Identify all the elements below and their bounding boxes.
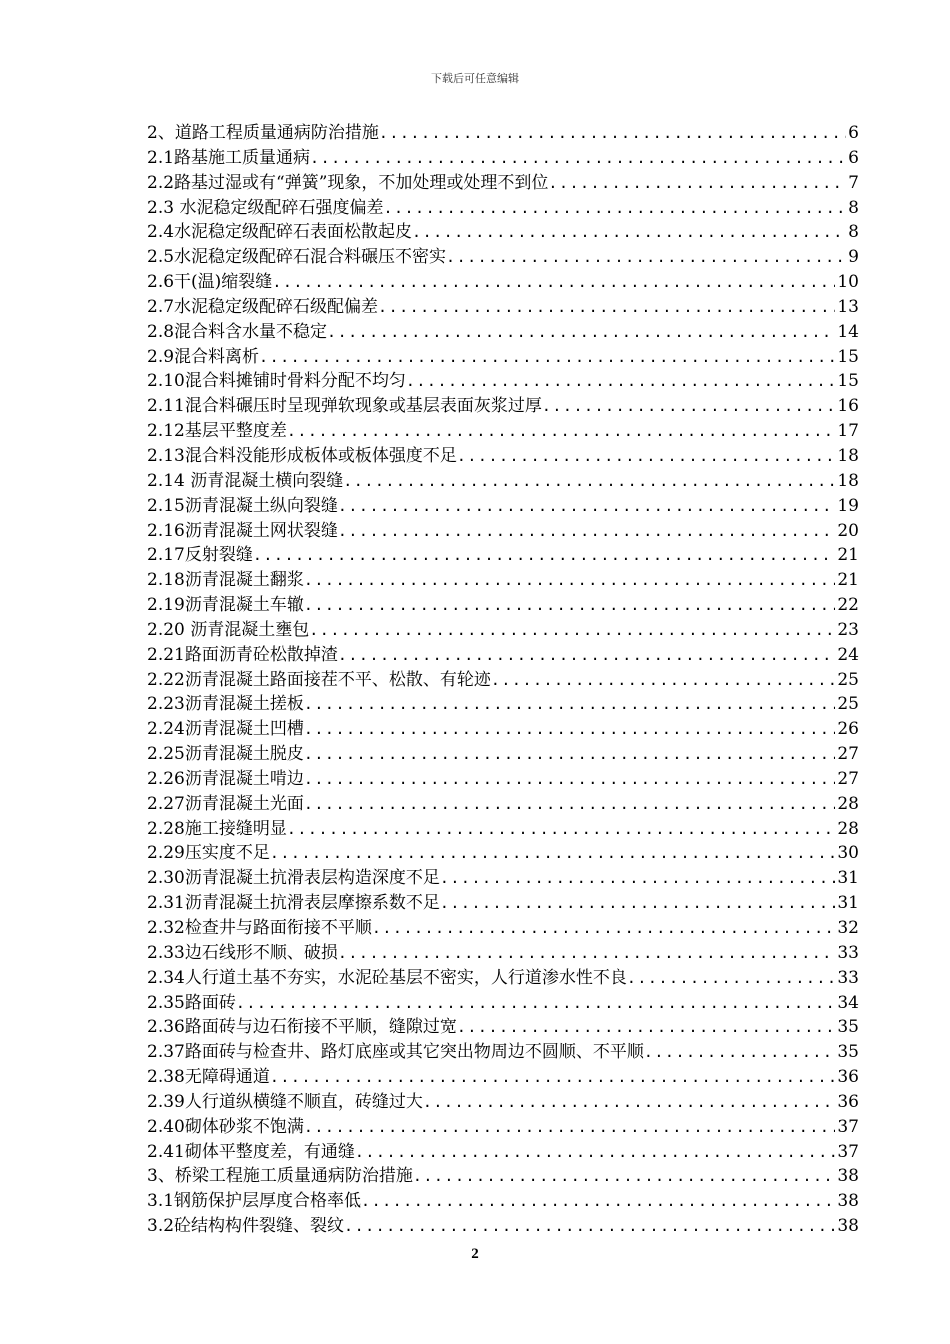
toc-entry-page-number: 10 bbox=[837, 272, 859, 293]
toc-entry-page-number: 15 bbox=[837, 346, 859, 367]
toc-entry-page-number: 38 bbox=[837, 1191, 859, 1212]
dot-leader bbox=[457, 444, 836, 469]
toc-entry[interactable] bbox=[147, 1214, 859, 1239]
toc-entry-title: 2.26沥青混凝土啃边 bbox=[147, 768, 304, 789]
toc-entry[interactable] bbox=[147, 171, 859, 196]
toc-entry[interactable] bbox=[147, 494, 859, 519]
toc-entry-page-number: 21 bbox=[837, 570, 859, 591]
toc-entry-title: 2.28施工接缝明显 bbox=[147, 818, 287, 839]
toc-entry-page-number: 25 bbox=[837, 694, 859, 715]
dot-leader bbox=[457, 1015, 836, 1040]
toc-entry[interactable] bbox=[147, 1090, 859, 1115]
toc-entry-page-number: 25 bbox=[837, 669, 859, 690]
toc-entry-page-number: 27 bbox=[837, 744, 859, 765]
toc-entry-title: 2.36路面砖与边石衔接不平顺，缝隙过宽 bbox=[147, 1017, 457, 1038]
toc-entry[interactable] bbox=[147, 121, 859, 146]
toc-entry-title: 2.39人行道纵横缝不顺直，砖缝过大 bbox=[147, 1091, 423, 1112]
toc-entry-title: 2.24沥青混凝土凹槽 bbox=[147, 719, 304, 740]
toc-entry[interactable] bbox=[147, 196, 859, 221]
toc-entry[interactable] bbox=[147, 369, 859, 394]
toc-entry-page-number: 27 bbox=[837, 768, 859, 789]
dot-leader bbox=[548, 171, 846, 196]
toc-entry[interactable] bbox=[147, 568, 859, 593]
toc-entry-page-number: 18 bbox=[837, 470, 859, 491]
dot-leader bbox=[272, 270, 835, 295]
toc-entry[interactable] bbox=[147, 841, 859, 866]
dot-leader bbox=[378, 295, 835, 320]
dot-leader bbox=[361, 1189, 835, 1214]
toc-entry-title: 2.5水泥稳定级配碎石混合料碾压不密实 bbox=[147, 247, 447, 268]
toc-entry[interactable] bbox=[147, 916, 859, 941]
toc-entry[interactable] bbox=[147, 1140, 859, 1165]
toc-entry-page-number: 28 bbox=[837, 793, 859, 814]
toc-entry[interactable] bbox=[147, 717, 859, 742]
toc-entry-page-number: 31 bbox=[837, 893, 859, 914]
toc-entry-page-number: 28 bbox=[837, 818, 859, 839]
toc-entry-page-number: 31 bbox=[837, 868, 859, 889]
toc-entry[interactable] bbox=[147, 668, 859, 693]
dot-leader bbox=[406, 369, 836, 394]
toc-entry-page-number: 6 bbox=[848, 147, 859, 168]
table-of-contents bbox=[147, 121, 859, 1239]
toc-entry[interactable] bbox=[147, 320, 859, 345]
toc-entry-title: 2.17反射裂缝 bbox=[147, 545, 253, 566]
dot-leader bbox=[372, 916, 836, 941]
toc-entry-page-number: 20 bbox=[837, 520, 859, 541]
toc-entry-title: 2.25沥青混凝土脱皮 bbox=[147, 744, 304, 765]
toc-entry-title: 2.29压实度不足 bbox=[147, 843, 270, 864]
toc-entry[interactable] bbox=[147, 1164, 859, 1189]
toc-entry[interactable] bbox=[147, 419, 859, 444]
toc-entry-page-number: 16 bbox=[837, 396, 859, 417]
dot-leader bbox=[304, 593, 836, 618]
dot-leader bbox=[355, 1140, 836, 1165]
toc-entry-title: 2.8混合料含水量不稳定 bbox=[147, 321, 328, 342]
dot-leader bbox=[343, 469, 835, 494]
toc-entry-page-number: 33 bbox=[837, 942, 859, 963]
dot-leader bbox=[287, 817, 836, 842]
dot-leader bbox=[491, 668, 836, 693]
toc-entry[interactable] bbox=[147, 1065, 859, 1090]
dot-leader bbox=[304, 792, 836, 817]
toc-entry-title: 2.13混合料没能形成板体或板体强度不足 bbox=[147, 445, 457, 466]
toc-entry-page-number: 9 bbox=[848, 247, 859, 268]
toc-entry-title: 2.1路基施工质量通病 bbox=[147, 147, 311, 168]
toc-entry-page-number: 24 bbox=[837, 644, 859, 665]
toc-entry[interactable] bbox=[147, 146, 859, 171]
toc-entry-page-number: 26 bbox=[837, 719, 859, 740]
toc-entry-title: 2.20 沥青混凝土壅包 bbox=[147, 619, 310, 640]
toc-entry-title: 2.37路面砖与检查井、路灯底座或其它突出物周边不圆顺、不平顺 bbox=[147, 1042, 644, 1063]
toc-entry-page-number: 34 bbox=[837, 992, 859, 1013]
dot-leader bbox=[327, 320, 835, 345]
toc-entry-page-number: 32 bbox=[837, 918, 859, 938]
toc-entry-title: 3、桥梁工程施工质量通病防治措施 bbox=[147, 1166, 413, 1187]
toc-entry-page-number: 18 bbox=[837, 445, 859, 466]
toc-entry[interactable] bbox=[147, 1189, 859, 1214]
dot-leader bbox=[446, 245, 846, 270]
toc-entry[interactable] bbox=[147, 692, 859, 717]
toc-entry-title: 2.33边石线形不顺、破损 bbox=[147, 942, 338, 963]
dot-leader bbox=[440, 866, 836, 891]
toc-entry[interactable] bbox=[147, 643, 859, 668]
toc-entry-page-number: 13 bbox=[837, 296, 859, 317]
dot-leader bbox=[310, 146, 846, 171]
toc-entry[interactable] bbox=[147, 345, 859, 370]
dot-leader bbox=[270, 1065, 836, 1090]
toc-entry[interactable] bbox=[147, 817, 859, 842]
toc-entry-title: 2.7水泥稳定级配碎石级配偏差 bbox=[147, 296, 379, 317]
toc-entry-title: 2.35路面砖 bbox=[147, 992, 236, 1013]
toc-entry[interactable] bbox=[147, 593, 859, 618]
toc-entry-title: 3.2砼结构构件裂缝、裂纹 bbox=[147, 1216, 345, 1237]
dot-leader bbox=[304, 1115, 836, 1140]
toc-entry[interactable] bbox=[147, 966, 859, 991]
toc-entry-page-number: 33 bbox=[837, 967, 859, 988]
toc-entry[interactable] bbox=[147, 519, 859, 544]
toc-entry-title: 2.16沥青混凝土网状裂缝 bbox=[147, 520, 338, 541]
toc-entry-page-number: 35 bbox=[837, 1017, 859, 1038]
toc-entry-title: 2.31沥青混凝土抗滑表层摩擦系数不足 bbox=[147, 893, 440, 914]
toc-entry[interactable] bbox=[147, 1040, 859, 1065]
dot-leader bbox=[627, 966, 836, 991]
dot-leader bbox=[287, 419, 836, 444]
toc-entry-title: 2.21路面沥青砼松散掉渣 bbox=[147, 644, 338, 665]
dot-leader bbox=[440, 891, 836, 916]
dot-leader bbox=[379, 121, 846, 146]
toc-entry-page-number: 36 bbox=[837, 1091, 859, 1112]
toc-entry[interactable] bbox=[147, 220, 859, 245]
toc-entry-title: 2.18沥青混凝土翻浆 bbox=[147, 570, 304, 591]
dot-leader bbox=[344, 1214, 835, 1239]
dot-leader bbox=[383, 196, 846, 221]
toc-entry-page-number: 37 bbox=[837, 1141, 859, 1162]
dot-leader bbox=[338, 519, 836, 544]
dot-leader bbox=[309, 618, 835, 643]
toc-entry[interactable] bbox=[147, 767, 859, 792]
dot-leader bbox=[542, 394, 836, 419]
dot-leader bbox=[413, 1164, 836, 1189]
page-number: 2 bbox=[471, 1246, 479, 1262]
toc-entry-title: 2、道路工程质量通病防治措施 bbox=[147, 123, 379, 143]
toc-entry-title: 2.12基层平整度差 bbox=[147, 421, 287, 442]
toc-entry-title: 2.14 沥青混凝土横向裂缝 bbox=[147, 470, 344, 491]
toc-entry-title: 2.40砌体砂浆不饱满 bbox=[147, 1116, 304, 1137]
toc-entry[interactable] bbox=[147, 444, 859, 469]
toc-entry-title: 2.11混合料碾压时呈现弹软现象或基层表面灰浆过厚 bbox=[147, 396, 542, 417]
dot-leader bbox=[423, 1090, 836, 1115]
toc-entry-title: 2.41砌体平整度差，有通缝 bbox=[147, 1141, 355, 1162]
toc-entry-page-number: 23 bbox=[837, 619, 859, 640]
dot-leader bbox=[304, 742, 836, 767]
toc-entry-title: 2.27沥青混凝土光面 bbox=[147, 793, 304, 814]
toc-entry-page-number: 38 bbox=[837, 1166, 859, 1187]
dot-leader bbox=[644, 1040, 836, 1065]
toc-entry[interactable] bbox=[147, 792, 859, 817]
toc-entry-page-number: 38 bbox=[837, 1216, 859, 1237]
toc-entry-title: 2.15沥青混凝土纵向裂缝 bbox=[147, 495, 338, 516]
toc-entry[interactable] bbox=[147, 245, 859, 270]
toc-entry-page-number: 36 bbox=[837, 1067, 859, 1088]
toc-entry-page-number: 15 bbox=[837, 371, 859, 392]
toc-entry-title: 2.4水泥稳定级配碎石表面松散起皮 bbox=[147, 222, 413, 243]
toc-entry-page-number: 8 bbox=[848, 197, 859, 218]
toc-entry-page-number: 6 bbox=[848, 123, 859, 143]
toc-entry-title: 2.19沥青混凝土车辙 bbox=[147, 595, 304, 616]
toc-entry-title: 2.3 水泥稳定级配碎石强度偏差 bbox=[147, 197, 384, 218]
dot-leader bbox=[253, 543, 836, 568]
dot-leader bbox=[304, 568, 836, 593]
dot-leader bbox=[412, 220, 846, 245]
toc-entry-title: 2.10混合料摊铺时骨料分配不均匀 bbox=[147, 371, 406, 392]
dot-leader bbox=[259, 345, 835, 370]
dot-leader bbox=[338, 494, 836, 519]
toc-entry-page-number: 30 bbox=[837, 843, 859, 864]
toc-entry-title: 2.23沥青混凝土搓板 bbox=[147, 694, 304, 715]
dot-leader bbox=[304, 692, 836, 717]
page-header: 下载后可任意编辑 bbox=[431, 72, 519, 85]
toc-entry-title: 2.32检查井与路面衔接不平顺 bbox=[147, 918, 372, 938]
dot-leader bbox=[270, 841, 836, 866]
toc-entry-page-number: 19 bbox=[837, 495, 859, 516]
toc-entry-page-number: 37 bbox=[837, 1116, 859, 1137]
toc-entry[interactable] bbox=[147, 891, 859, 916]
dot-leader bbox=[236, 991, 836, 1016]
toc-entry[interactable] bbox=[147, 742, 859, 767]
toc-entry-title: 2.34人行道土基不夯实，水泥砼基层不密实，人行道渗水性不良 bbox=[147, 967, 627, 988]
toc-entry-title: 2.6干(温)缩裂缝 bbox=[147, 272, 273, 293]
toc-entry[interactable] bbox=[147, 991, 859, 1016]
toc-entry-title: 3.1钢筋保护层厚度合格率低 bbox=[147, 1191, 362, 1212]
toc-entry-page-number: 14 bbox=[837, 321, 859, 342]
toc-entry[interactable] bbox=[147, 618, 859, 643]
toc-entry[interactable] bbox=[147, 295, 859, 320]
toc-entry-title: 2.2路基过湿或有“弹簧”现象，不加处理或处理不到位 bbox=[147, 172, 549, 193]
toc-entry-page-number: 7 bbox=[848, 172, 859, 193]
dot-leader bbox=[338, 643, 836, 668]
toc-entry-page-number: 17 bbox=[837, 421, 859, 442]
toc-entry-title: 2.30沥青混凝土抗滑表层构造深度不足 bbox=[147, 868, 440, 889]
toc-entry[interactable] bbox=[147, 469, 859, 494]
toc-entry[interactable] bbox=[147, 543, 859, 568]
toc-entry-page-number: 35 bbox=[837, 1042, 859, 1063]
toc-entry-page-number: 22 bbox=[837, 595, 859, 616]
toc-entry-page-number: 8 bbox=[848, 222, 859, 243]
dot-leader bbox=[304, 767, 836, 792]
toc-entry[interactable] bbox=[147, 270, 859, 295]
dot-leader bbox=[304, 717, 836, 742]
toc-entry-page-number: 21 bbox=[837, 545, 859, 566]
toc-entry[interactable] bbox=[147, 941, 859, 966]
toc-entry-title: 2.38无障碍通道 bbox=[147, 1067, 270, 1088]
toc-entry-title: 2.9混合料离析 bbox=[147, 346, 260, 367]
toc-entry-title: 2.22沥青混凝土路面接茬不平、松散、有轮迹 bbox=[147, 669, 491, 690]
toc-entry[interactable] bbox=[147, 394, 859, 419]
toc-entry[interactable] bbox=[147, 1115, 859, 1140]
toc-entry[interactable] bbox=[147, 866, 859, 891]
toc-entry[interactable] bbox=[147, 1015, 859, 1040]
dot-leader bbox=[338, 941, 836, 966]
